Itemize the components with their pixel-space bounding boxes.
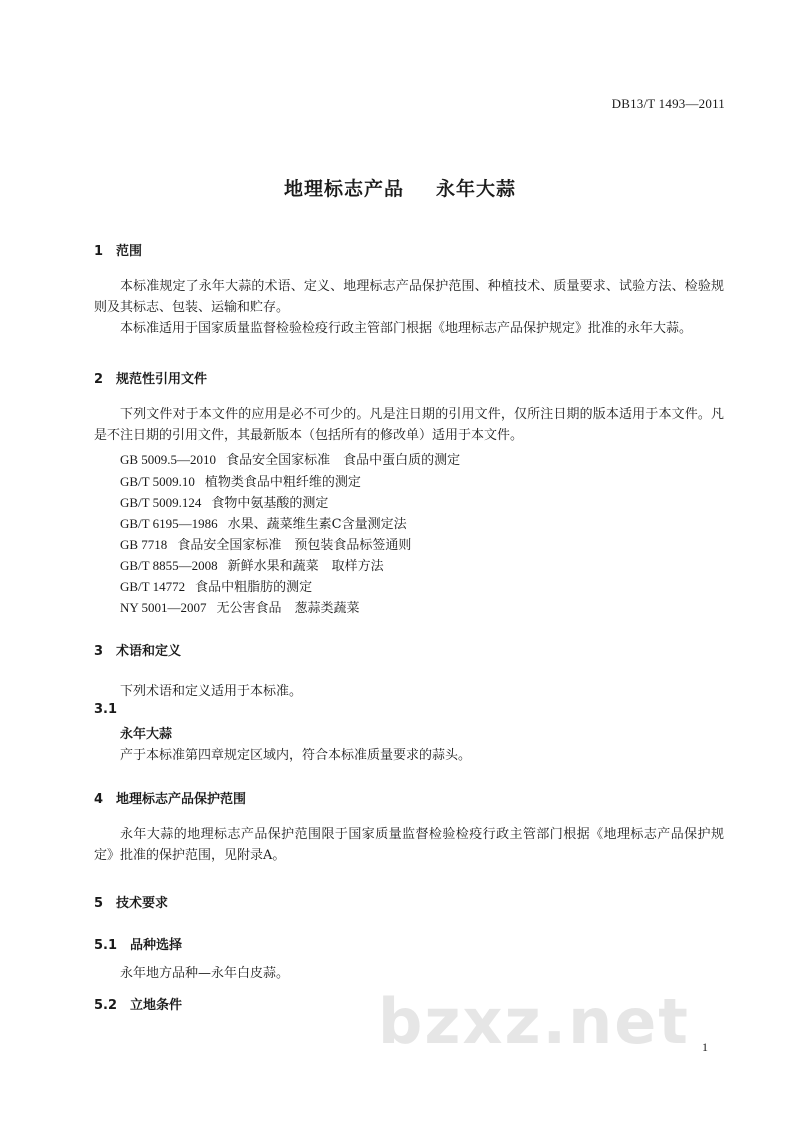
reference-item: GB/T 5009.10 植物类食品中粗纤维的测定: [120, 474, 361, 490]
section-2-paragraph-1: 下列文件对于本文件的应用是必不可少的。凡是注日期的引用文件，仅所注日期的版本适用于本文件。凡是不注日期的引用文件，其最新版本（包括所有的修改单）适用于本文件。: [94, 407, 724, 443]
subsection-5-2-heading: 5.2 立地条件: [94, 998, 183, 1013]
reference-item: GB/T 6195—1986 水果、蔬菜维生素C含量测定法: [120, 516, 407, 532]
section-5-heading: 5 技术要求: [94, 896, 169, 911]
section-1-heading: 1 范围: [94, 244, 143, 259]
section-4-heading: 4 地理标志产品保护范围: [94, 792, 247, 807]
reference-item: GB/T 5009.124 食物中氨基酸的测定: [120, 495, 329, 511]
title-part-2: 永年大蒜: [436, 178, 517, 200]
section-1-paragraph-2: 本标准适用于国家质量监督检验检疫行政主管部门根据《地理标志产品保护规定》批准的永年大蒜。: [120, 321, 693, 336]
watermark: bzxz.net: [378, 985, 690, 1058]
term-definition: 产于本标准第四章规定区域内，符合本标准质量要求的蒜头。: [120, 748, 472, 763]
document-title: [0, 174, 800, 201]
section-2-heading: 2 规范性引用文件: [94, 372, 208, 387]
section-4-paragraph-1: 永年大蒜的地理标志产品保护范围限于国家质量监督检验检疫行政主管部门根据《地理标志产品保护规定》批准的保护范围，见附录A。: [94, 827, 724, 863]
page-number: 1: [702, 1040, 708, 1054]
term-name: 永年大蒜: [120, 727, 173, 742]
reference-item: NY 5001—2007 无公害食品 葱蒜类蔬菜: [120, 600, 360, 616]
subsection-5-1-heading: 5.1 品种选择: [94, 938, 183, 953]
title-part-1: 地理标志产品: [283, 178, 404, 200]
reference-item: GB 5009.5—2010 食品安全国家标准 食品中蛋白质的测定: [120, 452, 461, 468]
clause-number: 3.1: [94, 702, 118, 717]
reference-item: GB 7718 食品安全国家标准 预包装食品标签通则: [120, 537, 412, 553]
section-3-paragraph-1: 下列术语和定义适用于本标准。: [120, 684, 303, 699]
section-1-paragraph-1: 本标准规定了永年大蒜的术语、定义、地理标志产品保护范围、种植技术、质量要求、试验方法、检验规则及其标志、包装、运输和贮存。: [94, 279, 724, 315]
document-number: DB13/T 1493—2011: [611, 96, 725, 111]
reference-item: GB/T 14772 食品中粗脂肪的测定: [120, 579, 313, 595]
subsection-5-1-text: 永年地方品种—永年白皮蒜。: [120, 966, 290, 981]
reference-item: GB/T 8855—2008 新鲜水果和蔬菜 取样方法: [120, 558, 384, 574]
section-3-heading: 3 术语和定义: [94, 644, 182, 659]
